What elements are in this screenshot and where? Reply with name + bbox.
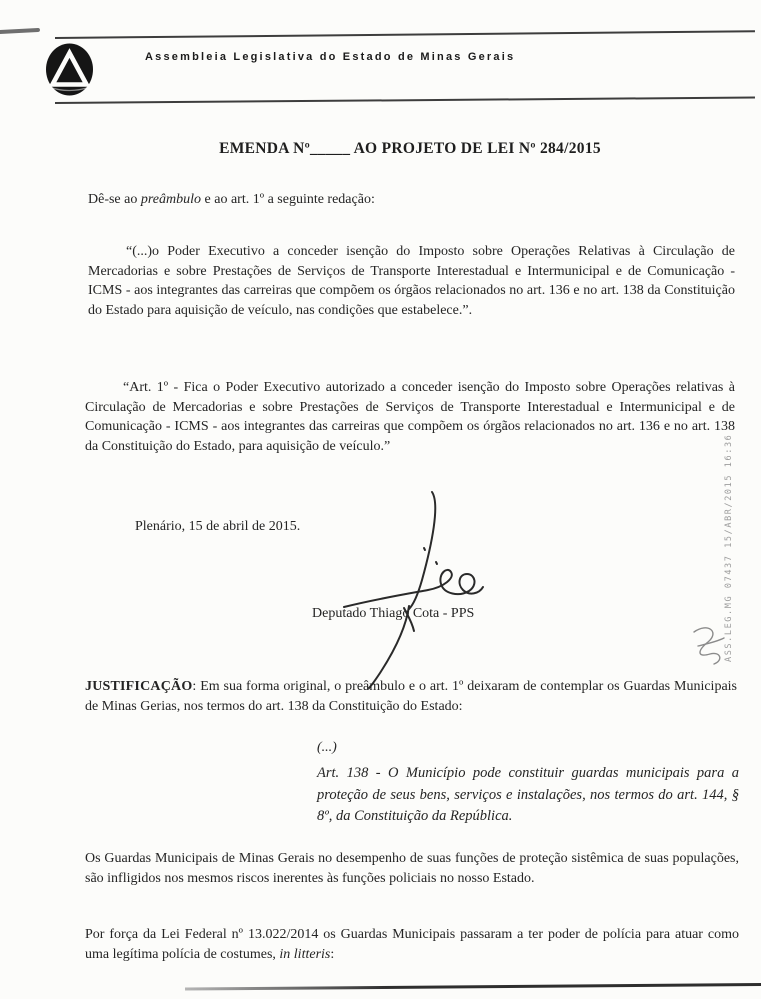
blockquote-ellipsis: (...) [317, 740, 337, 755]
intro-post: e ao art. 1º a seguinte redação: [201, 192, 375, 207]
intro-line [88, 190, 375, 210]
justification-text: : Em sua forma original, o preâmbulo e o art. 1º deixaram de contemplar os Guardas Municipais de Minas Gerias, nos termos do art. 138 da Constituição do Estado: [85, 679, 737, 714]
header-bottom-rule [55, 97, 755, 104]
intro-pre: Dê-se ao [88, 192, 141, 207]
almg-logo-icon [45, 42, 94, 103]
header-top-rule [55, 30, 755, 39]
place-date-line: Plenário, 15 de abril de 2015. [135, 519, 301, 534]
constitution-blockquote [317, 739, 739, 828]
scan-artifact-dash [0, 28, 40, 34]
handwritten-signature [328, 486, 488, 696]
amendment-quote-preamble: “(...)o Poder Executivo a conceder isenção do Imposto sobre Operações Relativas à Circulação de Mercadorias e sobre Prestações de Serviços de Transporte Interestadual e Intermunicipal e de Comunicação - ICMS - aos integrantes das carreiras que compõem os órgãos relacionados no art. 136 e no art. 138 da Constituição do Estado para aquisição de veículo, nas condições que estabelece.”. [88, 244, 735, 318]
document-title: EMENDA Nº_____ AO PROJETO DE LEI Nº 284/2015 [219, 140, 601, 157]
federal-law-paragraph [85, 925, 739, 964]
federal-law-pre: Por força da Lei Federal nº 13.022/2014 os Guardas Municipais passaram a ter poder de polícia para atuar como uma legítima polícia de costumes, [85, 927, 739, 962]
justification-paragraph [85, 677, 737, 716]
federal-law-post: : [330, 946, 335, 962]
page-bottom-rule [185, 983, 761, 991]
federal-law-italic: in litteris [279, 946, 331, 962]
guards-paragraph: Os Guardas Municipais de Minas Gerais no desempenho de suas funções de proteção sistêmica de suas populações, são infligidos nos mesmos riscos inerentes às funções policiais no nosso Estado. [85, 851, 739, 886]
org-name: Assembleia Legislativa do Estado de Minas Gerais [145, 51, 516, 63]
amendment-quote-art1: “Art. 1º - Fica o Poder Executivo autorizado a conceder isenção do Imposto sobre Operações relativas à Circulação de Mercadorias e sobre Prestações de Serviços de Transporte Interestadual e Intermunicipal e de Comunicação - ICMS - aos integrantes das carreiras que compõem os órgãos relacionados no art. 136 e no art. 138 da Constituição do Estado, para aquisição de veículo.” [85, 380, 735, 454]
blockquote-text: Art. 138 - O Município pode constituir guardas municipais para a proteção de seus bens, serviços e instalações, nos termos do art. 144, § 8º, da Constituição da República. [317, 765, 739, 824]
intro-italic: preâmbulo [140, 192, 202, 207]
justification-label: JUSTIFICAÇÃO [85, 679, 193, 694]
signatory-name: Deputado Thiago Cota - PPS [312, 606, 475, 621]
protocol-stamp: ASS.LEG.MG 07437 15/ABR/2015 16:36 [724, 433, 734, 662]
